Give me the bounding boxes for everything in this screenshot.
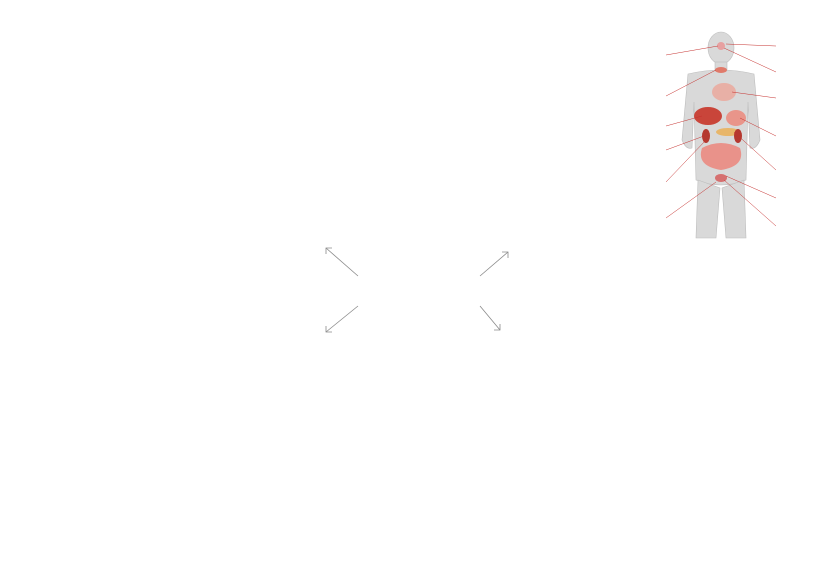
left-leg-shape	[696, 180, 720, 238]
kidney-left-mark	[702, 129, 710, 143]
leader-pituitary	[724, 48, 776, 72]
arrow-down-left	[326, 306, 358, 332]
body-silhouette	[666, 30, 776, 240]
mid-notes	[220, 351, 515, 357]
arrow-down-right	[480, 306, 500, 330]
right-notes	[524, 253, 820, 259]
liver-mark	[694, 107, 722, 125]
hormones-diagram	[622, 8, 820, 240]
arrow-up-left	[326, 248, 358, 276]
mindmap-arrows	[318, 244, 518, 344]
key-points	[352, 458, 820, 464]
stomach-mark	[726, 110, 746, 126]
kidney-right-mark	[734, 129, 742, 143]
thyroid-mark	[715, 67, 727, 73]
brain-gland-mark	[717, 42, 725, 50]
arrow-up-right	[480, 252, 508, 276]
